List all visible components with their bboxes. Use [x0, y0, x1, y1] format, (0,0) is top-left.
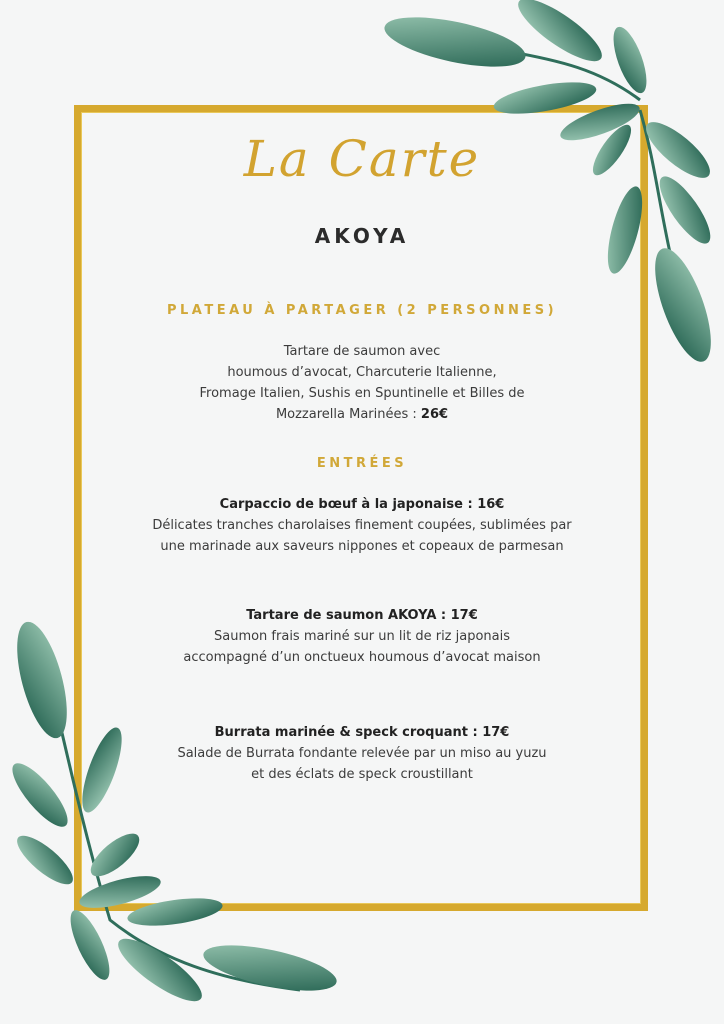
desc-line: Tartare de saumon avec — [283, 344, 441, 359]
dish-desc: et des éclats de speck croustillant — [251, 767, 473, 782]
desc-line: Fromage Italien, Sushis en Spuntinelle et Billes de — [199, 386, 525, 401]
menu-item — [0, 722, 724, 785]
menu-title: La Carte — [243, 130, 481, 188]
plateau-description — [0, 341, 724, 425]
plateau-price: 26€ — [420, 407, 449, 422]
section-heading-plateau: PLATEAU À PARTAGER (2 PERSONNES) — [166, 303, 558, 318]
section-heading-entrees: ENTRÉES — [316, 456, 408, 471]
dish-desc: accompagné d’un onctueux houmous d’avocat maison — [183, 650, 541, 665]
dish-desc: Délicates tranches charolaises finement coupées, sublimées par — [152, 518, 572, 533]
dish-desc: Saumon frais mariné sur un lit de riz japonais — [213, 629, 511, 644]
restaurant-name: AKOYA — [314, 224, 410, 248]
menu-item — [0, 494, 724, 557]
dish-name: Tartare de saumon AKOYA : 17€ — [246, 608, 478, 623]
dish-name: Carpaccio de bœuf à la japonaise : 16€ — [219, 497, 505, 512]
menu-item — [0, 605, 724, 668]
dish-desc: une marinade aux saveurs nippones et copeaux de parmesan — [160, 539, 564, 554]
desc-line — [0, 404, 724, 425]
desc-line: houmous d’avocat, Charcuterie Italienne, — [227, 365, 497, 380]
desc-text: Mozzarella Marinées : — [275, 407, 421, 422]
dish-name: Burrata marinée & speck croquant : 17€ — [214, 725, 510, 740]
dish-desc: Salade de Burrata fondante relevée par un miso au yuzu — [177, 746, 547, 761]
